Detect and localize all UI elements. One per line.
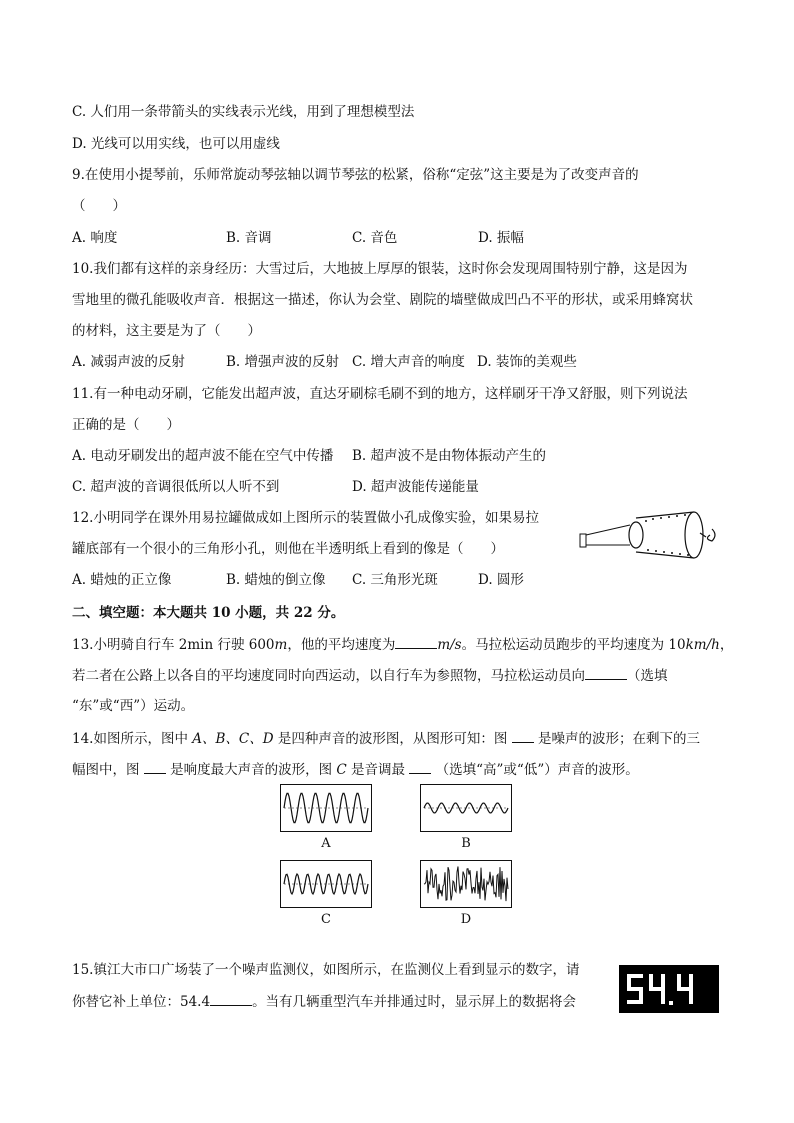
q14-text-d: 是噪声的波形；在剩下的三 <box>533 731 700 747</box>
waveform-d-label: D <box>460 912 472 927</box>
q9-stem: 9.在使用小提琴前，乐师常旋动琴弦轴以调节琴弦的松紧，俗称“定弦”这主要是为了改变声音的 <box>72 167 639 183</box>
q14-figures-abcd: A、B、C、D <box>192 731 274 747</box>
q10-option-a: A. 减弱声波的反射 <box>72 354 185 370</box>
digit-segment <box>627 1000 643 1004</box>
q14-blank-noise[interactable] <box>512 728 534 743</box>
waveform-c-label: C <box>321 912 331 927</box>
q9-option-d: D. 振幅 <box>478 230 524 246</box>
q9-option-b: B. 音调 <box>226 230 272 246</box>
q13-line1 <box>72 634 733 655</box>
decimal-point-segment <box>669 1001 673 1005</box>
q12-stem-line2: 罐底部有一个很小的三角形小孔，则他在半透明纸上看到的像是（ ） <box>72 541 504 557</box>
digit-segment <box>627 987 643 991</box>
digit-segment <box>627 974 631 989</box>
q10-option-b: B. 增强声波的反射 <box>226 354 340 370</box>
q12-option-d: D. 圆形 <box>478 572 524 588</box>
q9-paren: （ ） <box>72 198 126 214</box>
q14-text-2b: 是响度最大声音的波形，图 <box>165 762 337 778</box>
q13-text-f: ， <box>719 637 734 653</box>
q13-line3: “东”或“西”）运动。 <box>72 698 195 714</box>
q9-option-c: C. 音色 <box>352 230 398 246</box>
digit-segment <box>649 974 653 989</box>
q10-option-c: C. 增大声音的响度 <box>352 354 465 370</box>
q15-line2 <box>72 991 576 1012</box>
q8-option-c: C. 人们用一条带箭头的实线表示光线，用到了理想模型法 <box>72 104 415 120</box>
q14-figure-c: C <box>336 762 347 778</box>
q11-stem-line2: 正确的是（ ） <box>72 417 180 433</box>
q10-option-d: D. 装饰的美观些 <box>477 354 577 370</box>
q13-text-a: 13.小明骑自行车 2min 行驶 600 <box>72 637 275 653</box>
digit-segment <box>689 974 693 989</box>
q9-option-a: A. 响度 <box>72 230 118 246</box>
q13-unit-m: m <box>274 637 288 653</box>
q13-text-2a: 若二者在公路上以各自的平均速度同时向西运动，以自行车为参照物，马拉松运动员向 <box>72 668 585 684</box>
noise-monitor-display <box>619 965 719 1013</box>
q13-text-b: ，他的平均速度为 <box>287 637 396 653</box>
q12-option-b: B. 蜡烛的倒立像 <box>226 572 326 588</box>
q11-option-a: A. 电动牙刷发出的超声波不能在空气中传播 <box>72 448 334 464</box>
q14-text-2e: （选填“高”或“低”）声音的波形。 <box>431 762 639 778</box>
digit-segment <box>649 987 665 991</box>
q11-option-b: B. 超声波不是由物体振动产生的 <box>352 448 547 464</box>
q15-blank-unit[interactable] <box>210 991 252 1006</box>
waveform-b <box>420 784 512 832</box>
q12-stem-line1: 12.小明同学在课外用易拉罐做成如上图所示的装置做小孔成像实验，如果易拉 <box>72 510 539 526</box>
waveform-d <box>420 860 512 908</box>
waveform-b-label: B <box>461 836 471 851</box>
q14-line2 <box>72 759 639 780</box>
waveform-a-label: A <box>321 836 331 851</box>
pinhole-can-figure <box>578 505 728 563</box>
digit-segment <box>661 989 665 1004</box>
q15-line1: 15.镇江大市口广场装了一个噪声监测仪，如图所示，在监测仪上看到显示的数字，请 <box>72 962 580 978</box>
q12-option-a: A. 蜡烛的正立像 <box>72 572 172 588</box>
q14-text-c: 是四种声音的波形图，从图形可知：图 <box>273 731 512 747</box>
digit-segment <box>661 974 665 989</box>
q14-line1 <box>72 728 700 749</box>
q15-text-b: 。当有几辆重型汽车并排通过时，显示屏上的数据将会 <box>252 994 577 1010</box>
q14-text-2d: 是音调最 <box>346 762 410 778</box>
q13-text-d: 。马拉松运动员跑步的平均速度为 10 <box>461 637 686 653</box>
q11-option-d: D. 超声波能传递能量 <box>352 479 479 495</box>
q10-stem-line3: 的材料，这主要是为了（ ） <box>72 323 261 339</box>
digit-segment <box>689 989 693 1004</box>
q11-option-c: C. 超声波的音调很低所以人听不到 <box>72 479 280 495</box>
q13-text-2b: （选填 <box>627 668 668 684</box>
q14-blank-pitch[interactable] <box>409 759 431 774</box>
q8-option-d: D. 光线可以用实线，也可以用虚线 <box>72 136 280 152</box>
q10-stem-line2: 雪地里的微孔能吸收声音．根据这一描述，你认为会堂、剧院的墙壁做成凹凸不平的形状，或采用蜂窝状 <box>72 292 693 308</box>
q13-blank-direction[interactable] <box>585 665 627 680</box>
q13-unit-kmh: km/h <box>685 637 720 653</box>
q12-option-c: C. 三角形光斑 <box>352 572 438 588</box>
q13-unit-ms: m/s <box>437 637 462 653</box>
waveform-a <box>280 784 372 832</box>
q13-line2 <box>72 665 668 686</box>
waveform-c <box>280 860 372 908</box>
q11-stem-line1: 11.有一种电动牙刷，它能发出超声波，直达牙刷棕毛刷不到的地方，这样刷牙干净又舒服，则下列说法 <box>72 386 688 402</box>
q14-text-2a: 幅图中，图 <box>72 762 144 778</box>
digit-segment <box>677 987 693 991</box>
q14-blank-loudest[interactable] <box>144 759 166 774</box>
q13-blank-speed[interactable] <box>395 634 437 649</box>
digit-segment <box>677 974 681 989</box>
section-heading-fill-in: 二、填空题：本大题共 10 小题，共 22 分。 <box>72 605 345 621</box>
q15-text-a: 你替它补上单位：54.4 <box>72 994 211 1010</box>
seven-segment-readout <box>619 965 719 1013</box>
q14-text-a: 14.如图所示，图中 <box>72 731 193 747</box>
q10-stem-line1: 10.我们都有这样的亲身经历：大雪过后，大地披上厚厚的银装，这时你会发现周围特别宁静，这是因为 <box>72 261 688 277</box>
